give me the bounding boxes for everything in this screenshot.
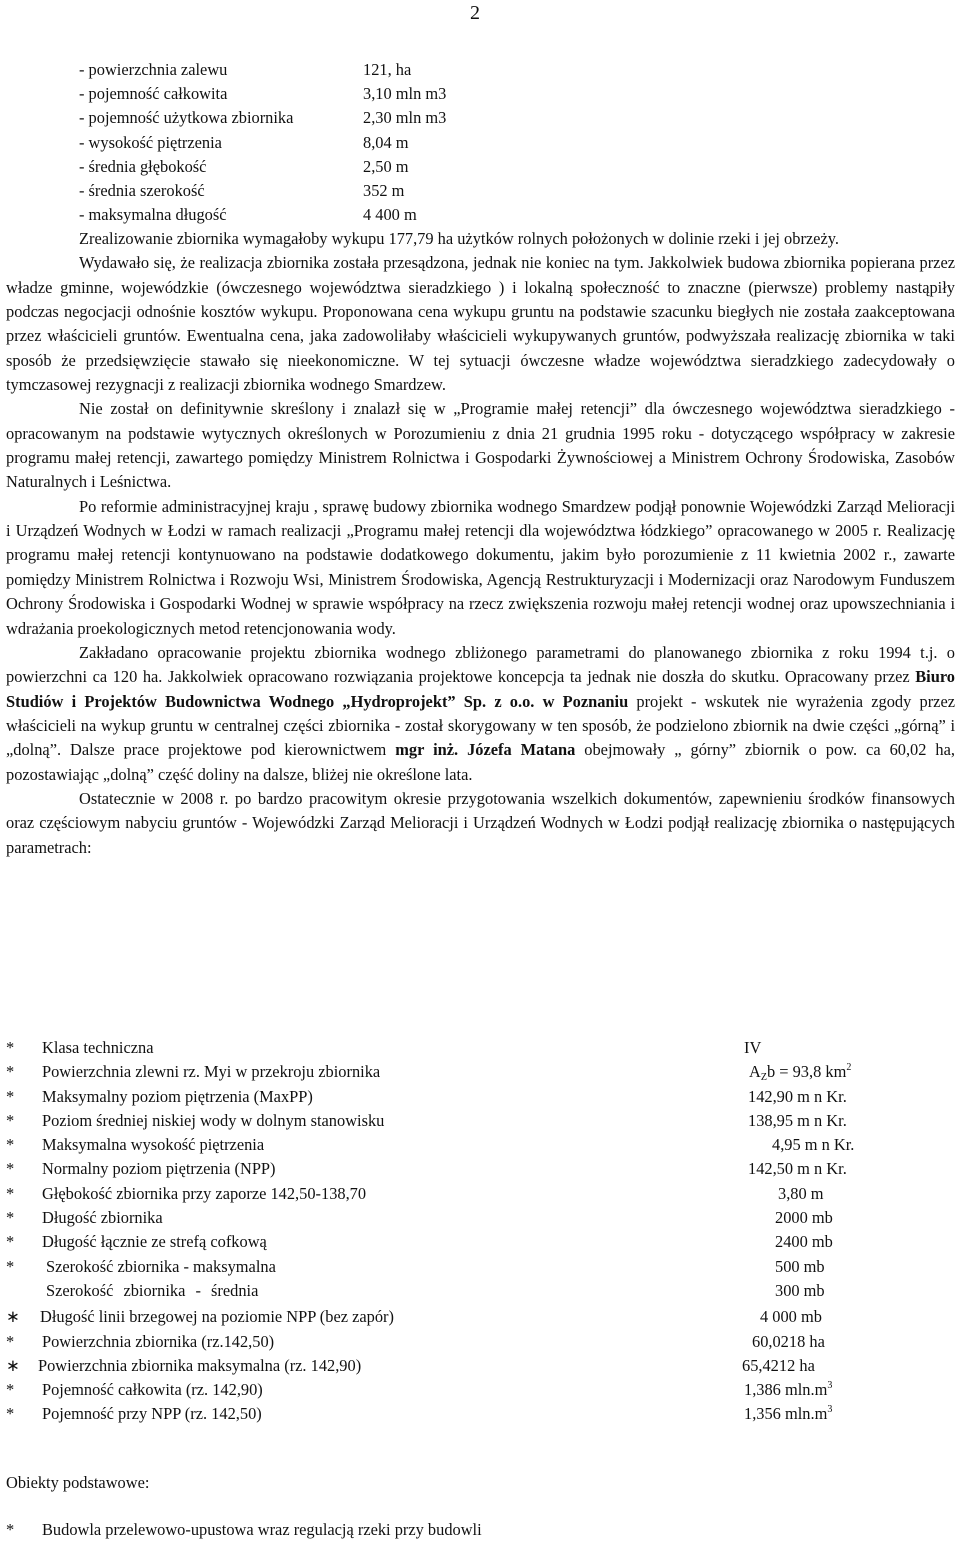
stat-value: 352 m bbox=[363, 180, 405, 200]
stat-row bbox=[79, 203, 499, 227]
param-label: Długość łącznie ze strefą cofkową bbox=[42, 1232, 267, 1252]
param-row bbox=[6, 1060, 955, 1084]
stat-label: - powierzchnia zalewu bbox=[79, 60, 228, 79]
param-value-part: 1,386 mln.m bbox=[744, 1380, 828, 1400]
param-label: Pojemność przy NPP (rz. 142,50) bbox=[42, 1404, 262, 1424]
param-label: Maksymalna wysokość piętrzenia bbox=[42, 1135, 265, 1155]
param-value: 2400 mb bbox=[775, 1232, 833, 1252]
param-row bbox=[6, 1036, 955, 1060]
param-value-part: b = 93,8 km bbox=[766, 1062, 847, 1082]
param-value: 142,90 m n Kr. bbox=[748, 1086, 847, 1106]
stat-value: 121, ha bbox=[363, 60, 412, 79]
param-label: Szerokość zbiornika - maksymalna bbox=[46, 1256, 276, 1276]
param-value: IV bbox=[744, 1038, 762, 1057]
section-heading: Obiekty podstawowe: bbox=[6, 1473, 150, 1492]
param-label: Maksymalny poziom piętrzenia (MaxPP) bbox=[42, 1086, 313, 1106]
bullet-star: * bbox=[6, 1062, 15, 1082]
param-row bbox=[6, 1305, 955, 1329]
bullet-star: * bbox=[6, 1256, 15, 1276]
param-value bbox=[744, 1378, 832, 1402]
stat-value: 2,50 m bbox=[363, 156, 409, 176]
param-label: Poziom średniej niskiej wody w dolnym stanowisku bbox=[42, 1110, 385, 1130]
param-value-part: A bbox=[749, 1062, 761, 1082]
param-row bbox=[6, 1230, 955, 1254]
page-number: 2 bbox=[470, 2, 480, 24]
param-label: Pojemność całkowita (rz. 142,90) bbox=[42, 1380, 263, 1400]
param-value: 2000 mb bbox=[775, 1208, 833, 1228]
param-row bbox=[6, 1402, 955, 1426]
bullet-star: * bbox=[6, 1331, 15, 1351]
stat-label: - maksymalna długość bbox=[79, 205, 227, 225]
param-value: 142,50 m n Kr. bbox=[748, 1159, 847, 1179]
param-value: 65,4212 ha bbox=[742, 1355, 815, 1375]
stat-row bbox=[79, 131, 499, 155]
stat-row bbox=[79, 82, 499, 106]
param-value: 4,95 m n Kr. bbox=[772, 1135, 855, 1155]
param-label: Szerokość zbiornika - średnia bbox=[46, 1280, 259, 1300]
stat-label: - pojemność użytkowa zbiornika bbox=[79, 108, 294, 128]
reservoir-parameters-list bbox=[6, 1036, 955, 1427]
stat-value: 2,30 mln m3 bbox=[363, 108, 447, 128]
bullet-star: * bbox=[6, 1183, 15, 1203]
param-value-subscript: Z bbox=[760, 1072, 767, 1084]
paragraph: Ostatecznie w 2008 r. po bardzo pracowitym okresie przygotowania wszelkich dokumentów, zapewnieniu środków finansowych oraz częściowym nabyciu gruntów - Wojewódzki Zarząd Melioracji i Urządzeń Wodnych w Łodzi podjął realizację zbiornika o następujących parametrach: bbox=[6, 788, 955, 857]
stat-label: - pojemność całkowita bbox=[79, 84, 228, 104]
bullet-star: * bbox=[6, 1232, 15, 1252]
object-list-item bbox=[6, 1520, 482, 1540]
bullet-star: * bbox=[6, 1404, 15, 1424]
bullet-star: ∗ bbox=[6, 1355, 20, 1375]
param-label: Powierzchnia zbiornika maksymalna (rz. 142,90) bbox=[38, 1355, 362, 1375]
stat-row bbox=[79, 155, 499, 179]
stat-row bbox=[79, 179, 499, 203]
param-label: Normalny poziom piętrzenia (NPP) bbox=[42, 1159, 276, 1179]
param-value: 4 000 mb bbox=[760, 1307, 822, 1327]
param-label: Głębokość zbiornika przy zaporze 142,50-138,70 bbox=[42, 1183, 367, 1203]
param-row bbox=[6, 1378, 955, 1402]
paragraph-text: obejmowały „ górny” zbiornik o pow. ca 60,02 ha, pozostawiając „dolną” część doliny na dalsze, bliżej nie określone lata. bbox=[6, 740, 955, 784]
bullet-star: ∗ bbox=[6, 1307, 20, 1327]
param-label: Długość zbiornika bbox=[42, 1208, 163, 1228]
paragraph bbox=[6, 641, 955, 787]
document-body bbox=[6, 227, 955, 860]
object-label: Budowla przelewowo-upustowa wraz regulacją rzeki przy budowli bbox=[42, 1520, 482, 1539]
paragraph: Zrealizowanie zbiornika wymagałoby wykupu 177,79 ha użytków rolnych położonych w dolinie rzeki i jej obrzeży. bbox=[79, 229, 839, 248]
param-value-superscript: 3 bbox=[827, 1380, 833, 1392]
paragraph: Po reformie administracyjnej kraju , sprawę budowy zbiornika wodnego Smardzew podjął ponownie Wojewódzki Zarząd Melioracji i Urządzeń Wodnych w Łodzi w ramach realizacji „Programu małej retencji dla województwa łódzkiego” opracowanego w 2005 r. Realizację programu małej retencji kontynuowano na podstawie dodatkowego dokumentu, jakim było porozumienie z 11 kwietnia 2002 r., zawarte pomiędzy Ministrem Rolnictwa i Rozwoju Wsi, Ministrem Środowiska, Agencją Restrukturyzacji i Modernizacji oraz Narodowym Funduszem Ochrony Środowiska i Gospodarki Wodnej w sprawie współpracy na rzecz zwiększenia rozwoju małej retencji wodnej oraz upowszechniania i wdrażania proekologicznych metod retencjonowania wody. bbox=[6, 496, 955, 638]
param-value-superscript: 3 bbox=[827, 1404, 833, 1416]
bullet-star: * bbox=[6, 1110, 15, 1130]
bullet-star: * bbox=[6, 1520, 15, 1539]
param-row bbox=[6, 1157, 955, 1181]
param-row bbox=[6, 1109, 955, 1133]
param-value-superscript: 2 bbox=[846, 1062, 852, 1074]
param-label: Powierzchnia zbiornika (rz.142,50) bbox=[42, 1331, 275, 1351]
reservoir-stats-list bbox=[79, 58, 499, 227]
param-row bbox=[6, 1354, 955, 1378]
stat-row bbox=[79, 106, 499, 130]
stat-label: - wysokość piętrzenia bbox=[79, 132, 222, 152]
param-value: 300 mb bbox=[775, 1280, 825, 1300]
bullet-star: * bbox=[6, 1038, 15, 1057]
param-row bbox=[6, 1279, 955, 1303]
paragraph-text: Zakładano opracowanie projektu zbiornika wodnego zbliżonego parametrami do planowanego zbiornika z roku 1994 t.j. o powierzchni ca 120 ha. Jakkolwiek opracowano rozwiązania projektowe koncepcja ta jednak nie doszła do skutku. Opracowany przez bbox=[6, 642, 955, 687]
stat-label: - średnia głębokość bbox=[79, 156, 207, 176]
param-row bbox=[6, 1182, 955, 1206]
param-row bbox=[6, 1255, 955, 1279]
param-value: 60,0218 ha bbox=[752, 1331, 825, 1351]
param-value bbox=[744, 1402, 832, 1426]
stat-value: 4 400 m bbox=[363, 205, 417, 225]
paragraph: Nie został on definitywnie skreślony i znalazł się w „Programie małej retencji” dla ówczesnego województwa sieradzkiego - opracowanym na podstawie wytycznych określonych w Porozumieniu z dnia 21 grudnia 1995 roku - dotyczącego współpracy w zakresie programu małej retencji, zawartego pomiędzy Ministrem Rolnictwa i Gospodarki Żywnościowej a Ministrem Ochrony Środowiska, Zasobów Naturalnych i Leśnictwa. bbox=[6, 399, 955, 492]
stat-label: - średnia szerokość bbox=[79, 180, 205, 200]
param-label: Powierzchnia zlewni rz. Myi w przekroju zbiornika bbox=[42, 1062, 381, 1082]
bullet-star: * bbox=[6, 1159, 15, 1179]
stat-value: 8,04 m bbox=[363, 132, 409, 152]
param-row bbox=[6, 1206, 955, 1230]
paragraph-text: projekt - wskutek nie wyrażenia zgody przez właścicieli na wykup gruntu w centralnej części zbiornika - został skorygowany w ten sposób, że podzielono zbiornik na dwie części „górną” i „dolną”. Dalsze prace projektowe pod kierownictwem bbox=[6, 691, 956, 760]
param-row bbox=[6, 1085, 955, 1109]
paragraph: Wydawało się, że realizacja zbiornika została przesądzona, jednak nie koniec na tym. Jakkolwiek budowa zbiornika popierana przez władze gminne, wojewódzkie (ówczesnego województwa sieradzkiego ) i lokalną społeczność to znaczne (pierwsze) problemy nastąpiły podczas negocjacji odnośnie kosztów wykupu. Proponowana cena wykupu gruntu na podstawie szacunku biegłych nie została zaakceptowana przez właścicieli gruntów. Ewentualna cena, jaka zadowoliłaby właścicieli wykupywanych gruntów, podwyższała realizację zbiornika w taki sposób że przedsięwzięcie stawało się nieekonomiczne. W tej sytuacji ówczesne władze województwa sieradzkiego zadecydowały o tymczasowej rezygnacji z realizacji zbiornika wodnego Smardzew. bbox=[6, 253, 955, 395]
param-row bbox=[6, 1133, 955, 1157]
param-row bbox=[6, 1330, 955, 1354]
company-name: Biuro Studiów i Projektów Budownictwa Wodnego „Hydroprojekt” Sp. z o.o. w Poznaniu bbox=[6, 667, 955, 711]
param-value: 500 mb bbox=[775, 1256, 825, 1276]
engineer-name: mgr inż. Józefa Matana bbox=[395, 740, 576, 760]
bullet-star: * bbox=[6, 1086, 15, 1106]
bullet-star: * bbox=[6, 1208, 15, 1228]
stat-value: 3,10 mln m3 bbox=[363, 84, 447, 104]
param-label: Długość linii brzegowej na poziomie NPP (bez zapór) bbox=[40, 1307, 394, 1327]
bullet-star: * bbox=[6, 1380, 15, 1400]
param-value: 138,95 m n Kr. bbox=[748, 1110, 847, 1130]
param-value bbox=[749, 1060, 851, 1084]
param-value-part: 1,356 mln.m bbox=[744, 1404, 828, 1424]
param-label: Klasa techniczna bbox=[42, 1038, 154, 1057]
stat-row bbox=[79, 58, 499, 82]
param-value: 3,80 m bbox=[778, 1183, 824, 1203]
bullet-star: * bbox=[6, 1135, 15, 1155]
